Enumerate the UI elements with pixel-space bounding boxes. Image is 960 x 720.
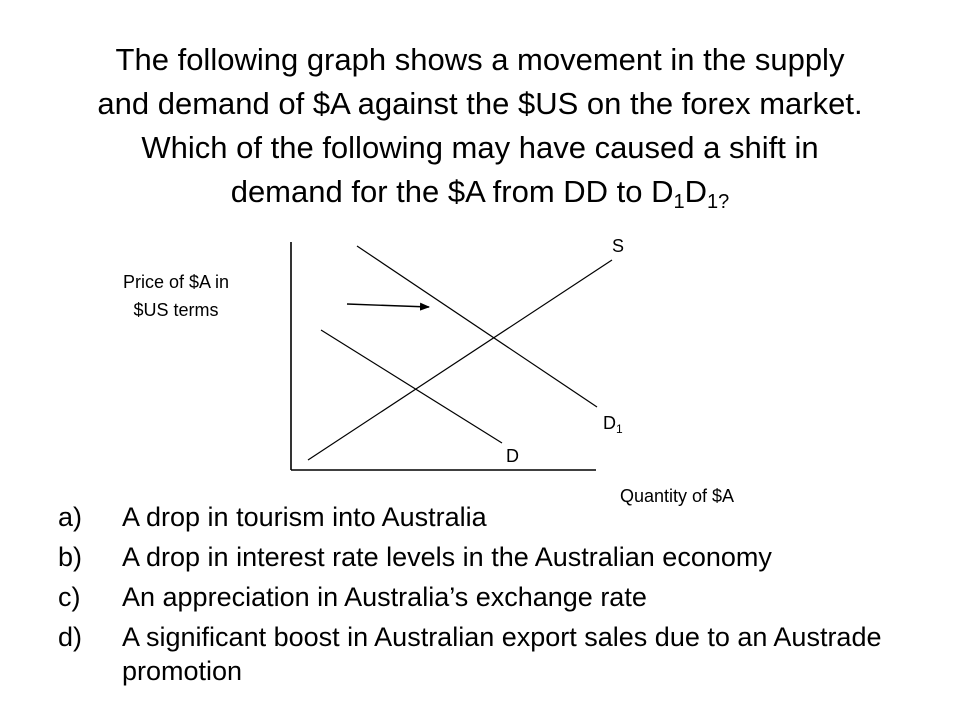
option-marker: a) [58,502,83,532]
question-line-4-main: demand for the $A from DD to D [230,174,674,209]
supply-curve-s [308,260,612,460]
answer-options [58,500,938,694]
new-demand-label-main: D [603,413,616,433]
demand-curve-dd [321,330,502,443]
option-text: An appreciation in Australia’s exchange rate [122,582,647,612]
question-subscript-2: 1? [707,191,730,213]
option-text: A drop in interest rate levels in the Australian economy [122,542,772,572]
new-demand-label [603,412,623,434]
option-text: A drop in tourism into Australia [122,502,487,532]
supply-label: S [612,236,625,256]
y-axis-label [86,268,266,324]
question-line-2: and demand of $A against the $US on the forex market. [97,86,863,121]
shift-arrow [347,304,429,307]
answer-option-c[interactable] [58,580,938,614]
x-axis-label: Quantity of $A [620,486,735,506]
new-demand-label-subscript: 1 [616,422,623,436]
option-marker: c) [58,582,81,612]
question-line-3: Which of the following may have caused a shift in [141,130,819,165]
demand-curve-d1d1 [357,246,597,407]
option-text: A significant boost in Australian export sales due to an Austrade promotion [122,622,882,686]
option-marker: d) [58,622,83,652]
demand-label: D [506,446,519,466]
option-marker: b) [58,542,83,572]
question-line-1: The following graph shows a movement in the supply [115,42,845,77]
question-subscript-1: 1 [673,191,685,213]
answer-option-b[interactable] [58,540,938,574]
answer-option-d[interactable] [58,620,938,688]
question-line-4-mid: D [684,174,708,209]
answer-option-a[interactable] [58,500,938,534]
y-axis-label-line-1: Price of $A in [122,272,230,292]
y-axis-label-line-2: $US terms [133,300,219,320]
